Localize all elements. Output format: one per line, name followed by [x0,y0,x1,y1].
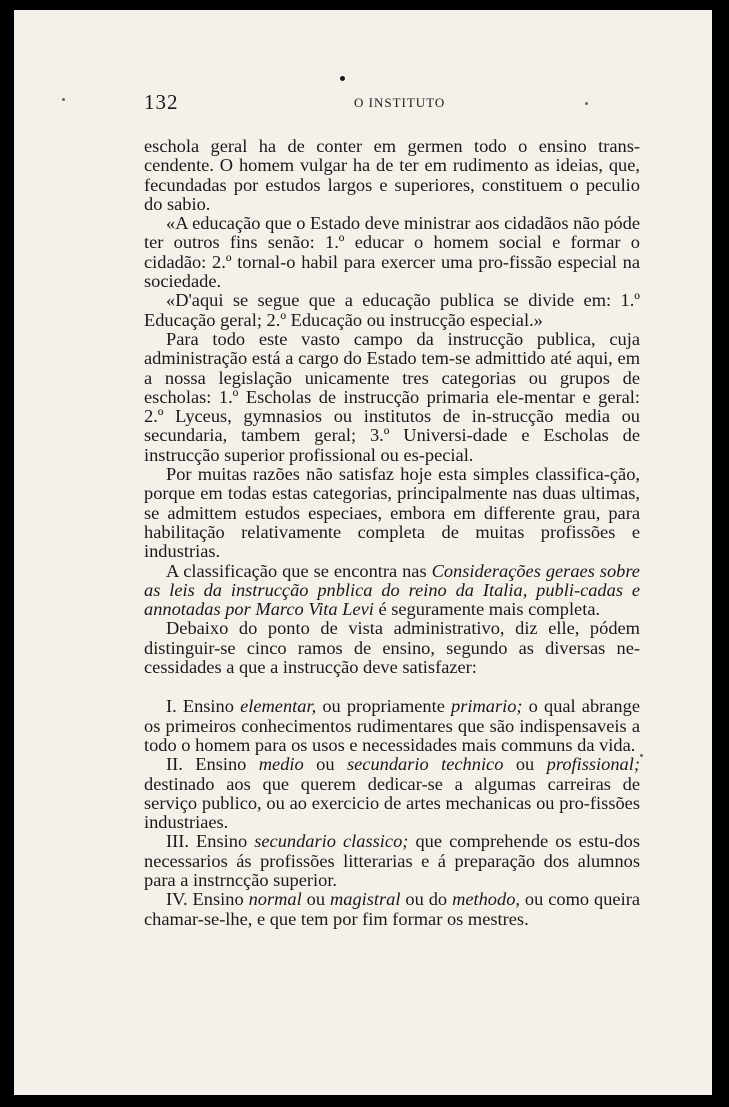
text-run: ou propriamente [316,696,452,717]
text-run: ou [303,754,347,775]
paper-speck [62,98,65,101]
paragraph: eschola geral ha de conter em germen todo o ensino trans-cendente. O homem vulgar ha de ter em rudimento as ideias, que, fecundadas por estudos largos e superiores, constituem o peculio do sabio. [144,136,640,214]
text-run: ou como queira chamar-se-lhe, e que tem por fim formar os mestres. [144,889,640,929]
paragraph: Por muitas razões não satisfaz hoje esta simples classifica-ção, porque em todas estas categorias, principalmente nas duas ultimas, se admittem estudos especiaes, embora em differente grau, para habilitação relativamente completa de muitas profissões e industrias. [144,464,640,562]
italic-term: methodo, [452,889,520,910]
section-gap [144,677,640,697]
text-run: ou [301,889,330,910]
text-run: III. Ensino [166,831,255,852]
paragraph: Debaixo do ponto de vista administrativo, diz elle, pódem distinguir-se cinco ramos de ensino, segundo as diversas ne-cessidades a que a instrucção deve satisfazer: [144,618,640,678]
text-run: destinado aos que querem dedicar-se a algumas carreiras de serviço publico, ou ao exercicio de artes mechanicas ou pro-fissões industriaes. [144,773,640,833]
text-run: ou [503,754,547,775]
text-run: I. Ensino [166,696,241,717]
book-title: Considerações geraes sobre as leis da instrucção pnblica do reino da Italia, publi-cadas e annotadas por Marco Vita Levi [144,560,640,620]
list-item [144,755,640,832]
paragraph: «A educação que o Estado deve ministrar aos cidadãos não póde ter outros fins senão: 1.º educar o homem social e formar o cidadão: 2.º tornal-o habil para exercer uma pro-fissão especial na sociedade. [144,213,640,292]
italic-term: profissional; [546,754,640,775]
italic-term: secundario classico; [254,831,409,852]
italic-term: elementar, [240,696,317,717]
page-number: 132 [144,90,179,114]
text-run: IV. Ensino [166,889,249,910]
text-run: II. Ensino [166,754,259,775]
list-item [144,697,640,755]
text-run: é seguramente mais completa. [373,599,601,620]
italic-term: normal [248,889,302,910]
text-run: o qual abrange os primeiros conhecimentos rudimentares que são indispensaveis a todo o homem para os usos e necessidades mais communs da vida. [144,696,640,755]
journal-title: O INSTITUTO [354,95,446,110]
italic-term: secundario technico [346,754,504,775]
book-page [14,10,712,1095]
italic-term: medio [258,754,304,775]
printer-mark [340,76,345,81]
paper-speck [640,754,643,757]
body-text [144,137,640,929]
paragraph: «D'aqui se segue que a educação publica se divide em: 1.º Educação geral; 2.º Educação ou instrucção especial.» [144,290,640,330]
text-run: ou do [400,889,453,910]
paragraph: Para todo este vasto campo da instrucção publica, cuja administração está a cargo do Estado tem-se admittido até aqui, em a nossa legislação unicamente tres categorias ou grupos de escholas: 1.º Escholas de instrucção primaria ele-mentar e geral: 2.º Lyceus, gymnasios ou institutos de in-strucção media ou secundaria, tambem geral; 3.º Universi-dade e Escholas de instrucção superior profissional ou es-pecial. [144,328,640,465]
paragraph [144,562,640,620]
running-head [144,90,634,114]
list-item [144,890,640,929]
text-run: A classificação que se encontra nas [166,560,432,581]
italic-term: primario; [451,696,523,717]
text-run: que comprehende os estu-dos necessarios ás profissões litterarias e á preparação dos alumnos para a instrncção superior. [144,831,640,890]
italic-term: magistral [329,889,401,910]
list-item [144,832,640,890]
